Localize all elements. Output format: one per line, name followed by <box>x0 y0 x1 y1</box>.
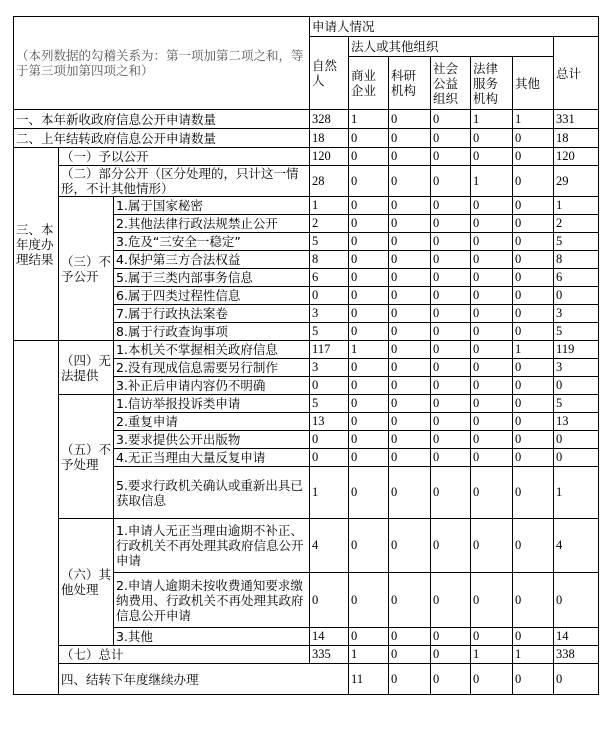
section-3-continued <box>14 341 59 695</box>
value-cell: 0 <box>389 148 431 166</box>
value-cell: 0 <box>471 287 513 305</box>
value-cell: 0 <box>513 628 554 646</box>
group-label: （三）不予公开 <box>59 197 114 341</box>
value-cell: 0 <box>471 215 513 233</box>
value-cell: 1 <box>513 110 554 129</box>
value-cell: 0 <box>513 305 554 323</box>
value-cell: 0 <box>389 467 431 519</box>
value-cell: 11 <box>349 664 389 695</box>
value-cell: 0 <box>431 129 471 148</box>
table-row <box>14 110 599 129</box>
value-cell: 0 <box>431 646 471 664</box>
value-cell: 1 <box>471 110 513 129</box>
item-label: 2.其他法律行政法规禁止公开 <box>114 215 310 233</box>
value-cell: 0 <box>554 287 599 305</box>
value-cell: 4 <box>554 519 599 573</box>
value-cell: 0 <box>513 573 554 628</box>
value-cell: 0 <box>431 664 471 695</box>
value-cell: 1 <box>349 110 389 129</box>
item-label: 2.没有现成信息需要另行制作 <box>114 359 310 377</box>
value-cell: 0 <box>513 323 554 341</box>
value-cell: 0 <box>389 628 431 646</box>
value-cell: 0 <box>349 467 389 519</box>
value-cell: 6 <box>554 269 599 287</box>
value-cell: 0 <box>471 449 513 467</box>
header-legal-group: 法人或其他组织 <box>349 37 554 57</box>
value-cell: 0 <box>431 166 471 197</box>
value-cell: 0 <box>513 197 554 215</box>
value-cell: 1 <box>310 197 349 215</box>
value-cell: 0 <box>513 413 554 431</box>
value-cell: 0 <box>389 431 431 449</box>
value-cell: 0 <box>513 166 554 197</box>
value-cell: 1 <box>349 341 389 359</box>
value-cell: 2 <box>310 215 349 233</box>
table-row <box>14 148 599 166</box>
table-row <box>14 519 599 573</box>
value-cell: 5 <box>310 323 349 341</box>
value-cell: 5 <box>554 233 599 251</box>
table-row <box>14 395 599 413</box>
value-cell: 0 <box>349 287 389 305</box>
value-cell: 0 <box>471 129 513 148</box>
item-label: 2.重复申请 <box>114 413 310 431</box>
value-cell: 0 <box>513 269 554 287</box>
value-cell: 0 <box>471 628 513 646</box>
item-label: 4.无正当理由大量反复申请 <box>114 449 310 467</box>
value-cell: 2 <box>554 215 599 233</box>
value-cell: 3 <box>554 305 599 323</box>
value-cell: 0 <box>349 377 389 395</box>
value-cell: 28 <box>310 166 349 197</box>
value-cell: 0 <box>349 628 389 646</box>
value-cell: 0 <box>349 233 389 251</box>
value-cell: 0 <box>389 519 431 573</box>
value-cell: 0 <box>431 305 471 323</box>
value-cell: 0 <box>389 233 431 251</box>
value-cell: 13 <box>554 413 599 431</box>
group-label: （五）不予处理 <box>59 395 114 519</box>
value-cell: 0 <box>471 377 513 395</box>
item-label: 1.申请人无正当理由逾期不补正、行政机关不再处理其政府信息公开申请 <box>114 519 310 573</box>
value-cell: 3 <box>554 359 599 377</box>
group-label: （六）其他处理 <box>59 519 114 646</box>
value-cell: 0 <box>471 341 513 359</box>
value-cell: 0 <box>471 359 513 377</box>
value-cell: 0 <box>513 148 554 166</box>
value-cell: 0 <box>389 305 431 323</box>
header-total: 总计 <box>554 37 599 110</box>
value-cell: 0 <box>349 519 389 573</box>
value-cell: 0 <box>513 359 554 377</box>
row-label: （一）予以公开 <box>59 148 310 166</box>
header-natural-person: 自然人 <box>310 37 349 110</box>
value-cell: 0 <box>349 166 389 197</box>
value-cell: 0 <box>389 287 431 305</box>
item-label: 2.申请人逾期未按收费通知要求缴纳费用、行政机关不再处理其政府信息公开申请 <box>114 573 310 628</box>
table-row <box>14 664 599 695</box>
value-cell: 0 <box>513 129 554 148</box>
value-cell: 0 <box>349 573 389 628</box>
value-cell: 0 <box>389 251 431 269</box>
value-cell: 8 <box>554 251 599 269</box>
value-cell: 335 <box>310 646 349 664</box>
value-cell: 0 <box>431 628 471 646</box>
value-cell: 0 <box>431 215 471 233</box>
value-cell: 0 <box>310 377 349 395</box>
value-cell: 0 <box>349 395 389 413</box>
item-label: 6.属于四类过程性信息 <box>114 287 310 305</box>
value-cell: 0 <box>471 664 513 695</box>
value-cell: 18 <box>554 129 599 148</box>
table-row <box>14 129 599 148</box>
value-cell: 1 <box>554 197 599 215</box>
header-legal-col: 科研机构 <box>389 57 431 110</box>
row-label: 四、结转下年度继续办理 <box>59 664 349 695</box>
row-label: （二）部分公开（区分处理的，只计这一情形，不计其他情形） <box>59 166 310 197</box>
value-cell: 0 <box>431 341 471 359</box>
value-cell: 0 <box>554 449 599 467</box>
value-cell: 5 <box>554 323 599 341</box>
value-cell: 120 <box>310 148 349 166</box>
value-cell: 0 <box>389 129 431 148</box>
value-cell: 0 <box>389 166 431 197</box>
value-cell: 0 <box>431 287 471 305</box>
group-label: （四）无法提供 <box>59 341 114 395</box>
value-cell: 0 <box>310 449 349 467</box>
value-cell: 4 <box>310 519 349 573</box>
header-applicant-group: 申请人情况 <box>310 17 599 37</box>
value-cell: 0 <box>513 233 554 251</box>
value-cell: 0 <box>389 269 431 287</box>
value-cell: 0 <box>554 377 599 395</box>
table-row <box>14 341 599 359</box>
value-cell: 0 <box>389 377 431 395</box>
item-label: 1.信访举报投诉类申请 <box>114 395 310 413</box>
value-cell: 0 <box>389 110 431 129</box>
value-cell: 0 <box>310 287 349 305</box>
value-cell: 0 <box>471 305 513 323</box>
value-cell: 0 <box>513 664 554 695</box>
row-label: （七）总计 <box>59 646 310 664</box>
value-cell: 0 <box>471 197 513 215</box>
value-cell: 0 <box>513 431 554 449</box>
value-cell: 0 <box>471 233 513 251</box>
value-cell: 0 <box>431 573 471 628</box>
value-cell: 0 <box>431 431 471 449</box>
value-cell: 0 <box>389 449 431 467</box>
value-cell: 0 <box>389 646 431 664</box>
item-label: 8.属于行政查询事项 <box>114 323 310 341</box>
value-cell: 0 <box>431 377 471 395</box>
value-cell: 3 <box>310 359 349 377</box>
value-cell: 0 <box>431 110 471 129</box>
value-cell: 0 <box>513 449 554 467</box>
value-cell: 0 <box>349 431 389 449</box>
value-cell: 0 <box>349 269 389 287</box>
value-cell: 0 <box>389 215 431 233</box>
value-cell: 1 <box>471 166 513 197</box>
header-legal-col: 法律服务机构 <box>471 57 513 110</box>
value-cell: 0 <box>471 467 513 519</box>
value-cell: 0 <box>389 323 431 341</box>
item-label: 3.其他 <box>114 628 310 646</box>
value-cell: 0 <box>389 359 431 377</box>
value-cell: 0 <box>513 377 554 395</box>
value-cell: 338 <box>554 646 599 664</box>
value-cell: 328 <box>310 110 349 129</box>
value-cell: 0 <box>431 449 471 467</box>
value-cell: 0 <box>513 251 554 269</box>
value-cell: 0 <box>554 664 599 695</box>
header-legal-col: 其他 <box>513 57 554 110</box>
row-label: 二、上年结转政府信息公开申请数量 <box>14 129 310 148</box>
value-cell: 0 <box>471 251 513 269</box>
header-note: （本列数据的勾稽关系为：第一项加第二项之和，等于第三项加第四项之和） <box>14 17 310 110</box>
value-cell: 8 <box>310 251 349 269</box>
value-cell: 6 <box>310 269 349 287</box>
item-label: 7.属于行政执法案卷 <box>114 305 310 323</box>
value-cell: 0 <box>431 148 471 166</box>
value-cell: 14 <box>554 628 599 646</box>
header-legal-col: 社会公益组织 <box>431 57 471 110</box>
value-cell: 1 <box>513 646 554 664</box>
value-cell: 0 <box>349 251 389 269</box>
value-cell: 0 <box>431 251 471 269</box>
value-cell: 0 <box>349 215 389 233</box>
disclosure-statistics-table <box>13 16 599 695</box>
value-cell: 0 <box>554 573 599 628</box>
row-label: 一、本年新收政府信息公开申请数量 <box>14 110 310 129</box>
value-cell: 0 <box>513 467 554 519</box>
value-cell: 0 <box>471 431 513 449</box>
value-cell: 0 <box>389 664 431 695</box>
value-cell: 1 <box>310 467 349 519</box>
value-cell: 0 <box>513 215 554 233</box>
value-cell: 0 <box>349 359 389 377</box>
value-cell: 119 <box>554 341 599 359</box>
value-cell: 0 <box>471 148 513 166</box>
value-cell: 0 <box>349 148 389 166</box>
value-cell: 1 <box>513 341 554 359</box>
item-label: 1.属于国家秘密 <box>114 197 310 215</box>
value-cell: 0 <box>431 269 471 287</box>
table-row <box>14 166 599 197</box>
value-cell: 0 <box>349 197 389 215</box>
value-cell: 1 <box>554 467 599 519</box>
value-cell: 0 <box>471 413 513 431</box>
item-label: 5.属于三类内部事务信息 <box>114 269 310 287</box>
value-cell: 0 <box>389 573 431 628</box>
value-cell: 0 <box>471 395 513 413</box>
value-cell: 0 <box>349 305 389 323</box>
item-label: 5.要求行政机关确认或重新出具已获取信息 <box>114 467 310 519</box>
value-cell: 0 <box>389 395 431 413</box>
value-cell: 5 <box>310 395 349 413</box>
value-cell: 0 <box>349 323 389 341</box>
value-cell: 0 <box>431 233 471 251</box>
value-cell: 0 <box>349 129 389 148</box>
value-cell: 0 <box>310 573 349 628</box>
value-cell: 0 <box>389 341 431 359</box>
header-legal-col: 商业企业 <box>349 57 389 110</box>
value-cell: 0 <box>471 323 513 341</box>
value-cell: 1 <box>349 646 389 664</box>
value-cell: 0 <box>471 269 513 287</box>
section-3-label: 三、本年度办理结果 <box>14 148 59 341</box>
value-cell: 1 <box>471 646 513 664</box>
value-cell: 0 <box>471 573 513 628</box>
value-cell: 0 <box>431 467 471 519</box>
table-row <box>14 646 599 664</box>
table-row <box>14 197 599 215</box>
value-cell: 0 <box>431 395 471 413</box>
value-cell: 0 <box>431 359 471 377</box>
value-cell: 0 <box>513 519 554 573</box>
item-label: 1.本机关不掌握相关政府信息 <box>114 341 310 359</box>
value-cell: 331 <box>554 110 599 129</box>
item-label: 3.补正后申请内容仍不明确 <box>114 377 310 395</box>
item-label: 4.保护第三方合法权益 <box>114 251 310 269</box>
value-cell: 0 <box>471 519 513 573</box>
value-cell: 0 <box>389 197 431 215</box>
value-cell: 0 <box>554 431 599 449</box>
value-cell: 0 <box>349 449 389 467</box>
value-cell: 0 <box>389 413 431 431</box>
value-cell: 0 <box>349 413 389 431</box>
value-cell: 14 <box>310 628 349 646</box>
value-cell: 0 <box>431 413 471 431</box>
value-cell: 117 <box>310 341 349 359</box>
value-cell: 5 <box>554 395 599 413</box>
value-cell: 0 <box>513 395 554 413</box>
item-label: 3.危及“三安全一稳定” <box>114 233 310 251</box>
value-cell: 13 <box>310 413 349 431</box>
value-cell: 0 <box>431 323 471 341</box>
item-label: 3.要求提供公开出版物 <box>114 431 310 449</box>
value-cell: 5 <box>310 233 349 251</box>
value-cell: 0 <box>431 519 471 573</box>
value-cell: 29 <box>554 166 599 197</box>
value-cell: 18 <box>310 129 349 148</box>
value-cell: 120 <box>554 148 599 166</box>
value-cell: 0 <box>431 197 471 215</box>
value-cell: 0 <box>310 431 349 449</box>
value-cell: 0 <box>513 287 554 305</box>
value-cell: 3 <box>310 305 349 323</box>
